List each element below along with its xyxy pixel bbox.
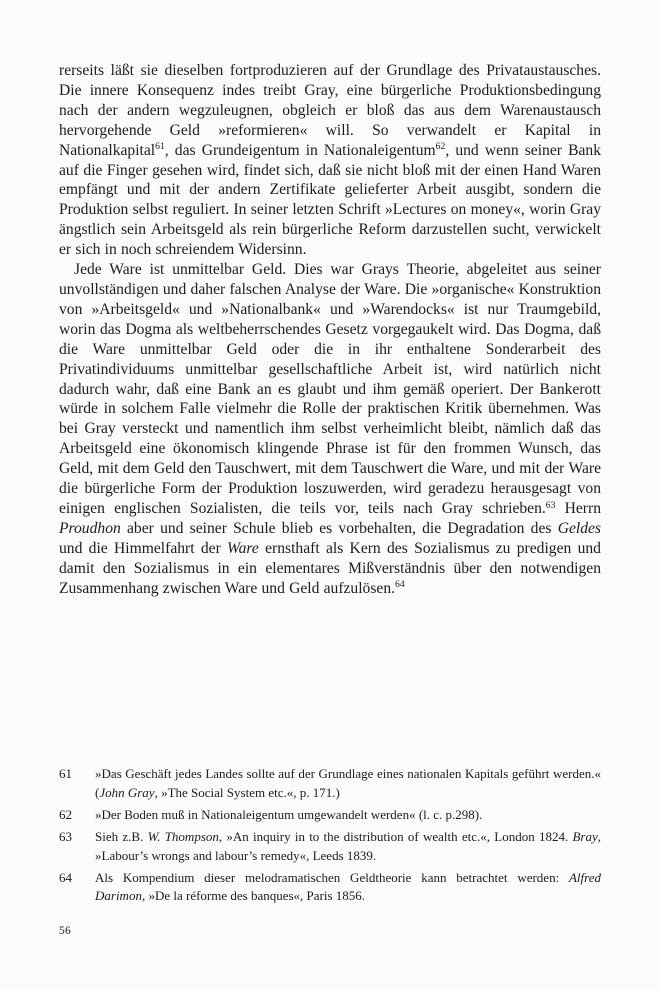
text-run: Sieh z.B. (95, 828, 148, 844)
footnote-text (95, 806, 601, 825)
text-run: , »De la réforme des banques«, Paris 1856. (141, 888, 366, 904)
footnote (59, 869, 601, 907)
footnote (59, 828, 601, 866)
text-run: aber und seiner Schule blieb es vorbehalten, die Degradation des (120, 519, 558, 537)
footnote-ref: 62 (435, 141, 446, 153)
text-run: Jede Ware ist unmittelbar Geld. Dies war Grays Theorie, abgeleitet aus seiner unvollständigen und daher falschen Analyse der Ware. Die »organische« Konstruktion von »Arbeitsgeld« und »Nationalbank« und »Warendocks« ist nur Traumgebild, worin das Dogma als weltbeherrschendes Gesetz vorgegaukelt wird. Das Dogma, daß die Ware unmittelbar Geld oder die in ihr enthaltene Sonderarbeit des Privatindividuums unmittelbar gesellschaftliche Arbeit ist, wird natürlich nicht dadurch wahr, daß eine Bank an es glaubt und ihm gemäß operiert. Der Bankerott würde in solchem Falle vielmehr die Rolle der praktischen Kritik übernehmen. Was bei Gray versteckt und namentlich ihm selbst verheimlicht bleibt, nämlich daß das Arbeitsgeld eine ökonomisch klingende Phrase ist für den frommen Wunsch, das Geld, mit dem Geld den Tauschwert, mit dem Tauschwert die Ware, und mit der Ware die bürgerliche Form der Produktion loszuwerden, wird geradezu herausgesagt von einigen englischen Sozialisten, die teils vor, teils nach Gray schrieben. (59, 261, 601, 517)
footnotes-section (59, 765, 601, 909)
text-run: ernsthaft als Kern des Sozialismus zu predigen und damit den Sozialismus in ein elementares Mißverständnis über den notwendigen Zusammenhang zwischen Ware und Geld aufzulösen. (59, 539, 601, 597)
footnote (59, 765, 601, 803)
body-text (59, 61, 601, 598)
footnote-number: 63 (59, 828, 72, 844)
text-run: , und wenn seiner Bank auf die Finger gesehen wird, findet sich, daß sie nicht bloß mit der einen Hand Waren empfängt und mit der andern Zertifikate gelieferter Arbeit ausgibt, sondern die Produktion selbst reguliert. In seiner letzten Schrift »Lectures on money«, worin Gray ängstlich sein Arbeitsgeld als rein bürgerliche Reform darzustellen sucht, verwickelt er sich in noch schreiendem Widersinn. (59, 141, 601, 259)
footnote-text (95, 869, 601, 907)
emphasis-text: Bray (572, 828, 598, 844)
footnote-number: 61 (59, 766, 72, 781)
emphasis-text: Geldes (557, 519, 601, 537)
text-run: , das Grundeigentum in Nationaleigentum (164, 141, 436, 159)
text-run: , »Labour’s wrongs and labour’s remedy«, Leeds 1839. (95, 828, 601, 863)
footnote-text (95, 765, 601, 803)
footnote-number: 64 (59, 869, 72, 885)
text-run: rerseits läßt sie dieselben fortproduzieren auf der Grundlage des Privataustausches. Die innere Konsequenz indes treibt Gray, eine bürgerliche Produktionsbedingung nach der andern wegzuleugnen, obgleich er bloß das aus dem Warenaustausch hervorgehende Geld »reformieren« will. So verwandelt er Kapital in Nationalkapital (59, 62, 601, 159)
footnote-ref: 64 (395, 579, 405, 591)
emphasis-text: Alfred Darimon (95, 869, 601, 904)
footnote-ref: 63 (545, 499, 556, 511)
footnote-number: 62 (59, 806, 72, 822)
text-run: , »The Social System etc.«, p. 171.) (154, 784, 340, 800)
text-run: und die Himmelfahrt der (59, 539, 228, 557)
emphasis-text: Ware (227, 539, 259, 557)
page-number: 56 (59, 925, 71, 937)
footnote-ref: 61 (155, 141, 165, 153)
text-run: , »An inquiry in to the distribution of wealth etc.«, London 1824. (218, 828, 573, 844)
paragraph (59, 61, 601, 260)
emphasis-text: Proudhon (59, 519, 121, 537)
footnote (59, 806, 601, 825)
paragraph (59, 260, 601, 598)
text-run: Herrn (555, 499, 601, 517)
text-run: »Der Boden muß in Nationaleigentum umgewandelt werden« (l. c. p.298). (95, 806, 483, 822)
emphasis-text: John Gray (99, 784, 155, 800)
text-run: Als Kompendium dieser melodramatischen Geldtheorie kann betrachtet werden: (95, 869, 569, 885)
footnote-text (95, 828, 601, 866)
text-run: »Das Geschäft jedes Landes sollte auf der Grundlage eines nationalen Kapitals geführt werden.« ( (95, 766, 601, 800)
emphasis-text: W. Thompson (147, 828, 219, 844)
